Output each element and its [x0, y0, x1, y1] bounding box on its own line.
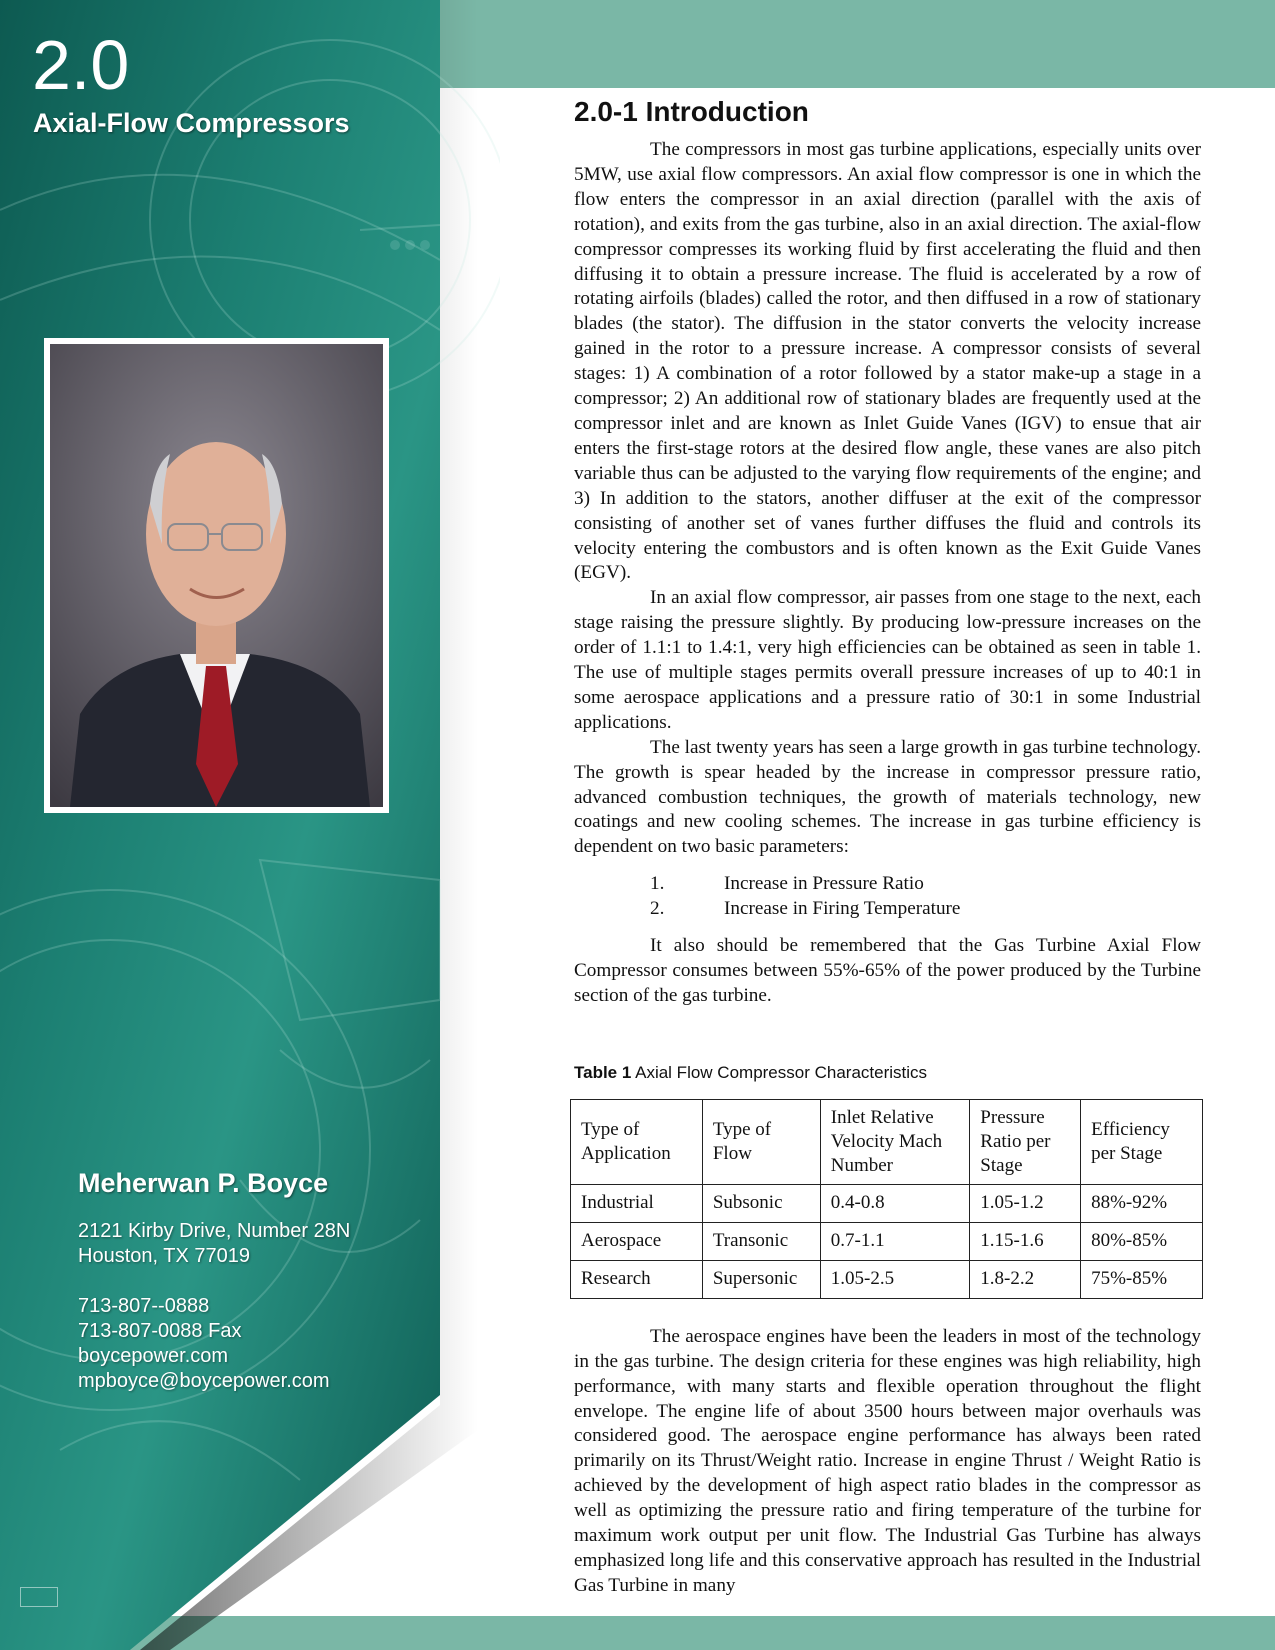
paragraph: The compressors in most gas turbine applications, especially units over 5MW, use axial flow compressors. An axial flow compressor is one in which the flow enters the compressor in an axial direction (parallel with the axis of rotation), and exits from the gas turbine, also in an axial direction. The axial-flow compressor compresses its working fluid by first accelerating the fluid and then diffusing it to obtain a pressure increase. The fluid is accelerated by a row of rotating airfoils (blades) called the rotor, and then diffused in a row of stationary blades (the stator). The diffusion in the stator converts the velocity increase gained in the rotor to a pressure increase. A compressor consists of several stages: 1) A combination of a rotor followed by a stator make-up a stage in a compressor; 2) An additional row of stationary blades are frequently used at the compressor inlet and are known as Inlet Guide Vanes (IGV) to ensue that air enters the first-stage rotors at the desired flow angle, these vanes are also pitch variable thus can be adjusted to the varying flow requirements of the engine; and 3) In addition to the stators, another diffuser at the exit of the compressor consisting of another set of vanes further diffuses the fluid and controls its velocity entering the combustors and is often known as the Exit Guide Vanes (EGV).: [574, 139, 1201, 584]
parameter-list: [574, 872, 1201, 922]
table-cell: 75%-85%: [1081, 1260, 1203, 1298]
table-cell: 80%-85%: [1081, 1222, 1203, 1260]
table-caption-label: Table 1: [574, 1062, 632, 1082]
list-item: [574, 897, 1201, 922]
portrait-icon: [50, 344, 383, 807]
website-link[interactable]: boycepower.com: [78, 1345, 229, 1367]
column-header: Efficiency per Stage: [1081, 1099, 1203, 1184]
table-caption: [574, 1063, 1201, 1083]
fax: 713-807-0088 Fax: [78, 1320, 242, 1342]
table-cell: Transonic: [702, 1222, 820, 1260]
phone: 713-807--0888: [78, 1295, 210, 1317]
table-cell: 1.8-2.2: [970, 1260, 1081, 1298]
column-header: Inlet Relative Velocity Mach Number: [820, 1099, 970, 1184]
chapter-title: Axial-Flow Compressors: [33, 108, 350, 138]
column-header: Type of Flow: [702, 1099, 820, 1184]
table-row: [571, 1260, 1203, 1298]
table-cell: 88%-92%: [1081, 1184, 1203, 1222]
table-cell: 0.7-1.1: [820, 1222, 970, 1260]
sidebar-background: [0, 0, 500, 1650]
table-row: [571, 1184, 1203, 1222]
table-cell: Aerospace: [571, 1222, 703, 1260]
author-name: Meherwan P. Boyce: [78, 1168, 329, 1198]
email-link[interactable]: mpboyce@boycepower.com: [78, 1370, 330, 1392]
column-header: Pressure Ratio per Stage: [970, 1099, 1081, 1184]
table-row: [571, 1222, 1203, 1260]
characteristics-table: [570, 1099, 1203, 1299]
column-header: Type of Application: [571, 1099, 703, 1184]
section-heading: 2.0-1 Introduction: [574, 96, 809, 127]
list-item: [574, 872, 1201, 897]
list-number: 2.: [650, 898, 665, 920]
list-number: 1.: [650, 873, 665, 895]
table-cell: Subsonic: [702, 1184, 820, 1222]
list-text: Increase in Firing Temperature: [724, 898, 961, 920]
page-marker: [20, 1587, 58, 1607]
paragraph: It also should be remembered that the Gas Turbine Axial Flow Compressor consumes between 55%-65% of the power produced by the Turbine section of the gas turbine.: [574, 935, 1201, 1006]
table-cell: Supersonic: [702, 1260, 820, 1298]
table-cell: 1.05-1.2: [970, 1184, 1081, 1222]
table-cell: 1.05-2.5: [820, 1260, 970, 1298]
table-header-row: [571, 1099, 1203, 1184]
sidebar: [0, 0, 500, 1650]
table-cell: Industrial: [571, 1184, 703, 1222]
paragraph: The last twenty years has seen a large growth in gas turbine technology. The growth is spear headed by the increase in compressor pressure ratio, advanced combustion techniques, the growth of materials technology, new coatings and new cooling schemes. The increase in gas turbine efficiency is dependent on two basic parameters:: [574, 736, 1201, 858]
paragraph: In an axial flow compressor, air passes from one stage to the next, each stage raising the pressure slightly. By producing low-pressure increases on the order of 1.1:1 to 1.4:1, very high efficiencies can be obtained as seen in table 1. The use of multiple stages permits overall pressure increases of up to 40:1 in some aerospace applications and a pressure ratio of 30:1 in some Industrial applications.: [574, 587, 1201, 733]
header-band: [440, 0, 1275, 88]
table-cell: 0.4-0.8: [820, 1184, 970, 1222]
address-line-2: Houston, TX 77019: [78, 1245, 250, 1267]
address-line-1: 2121 Kirby Drive, Number 28N: [78, 1220, 351, 1242]
main-content: [574, 96, 1201, 1599]
author-contact: [78, 1168, 350, 1394]
table-cell: 1.15-1.6: [970, 1222, 1081, 1260]
paragraph: The aerospace engines have been the leaders in most of the technology in the gas turbine. The design criteria for these engines was high reliability, high performance, with many starts and flexible operation throughout the flight envelope. The engine life of about 3500 hours between major overhauls was considered good. The aerospace engine performance has always been rated primarily on its Thrust/Weight ratio. Increase in engine Thrust / Weight Ratio is achieved by the development of high aspect ratio blades in the compressor as well as optimizing the pressure ratio and firing temperature of the turbine for maximum work output per unit flow. The Industrial Gas Turbine has always emphasized long life and this conservative approach has resulted in the Industrial Gas Turbine in many: [574, 1325, 1201, 1596]
author-portrait: [44, 338, 389, 813]
table-caption-text: Axial Flow Compressor Characteristics: [631, 1062, 928, 1082]
list-text: Increase in Pressure Ratio: [724, 873, 924, 895]
chapter-number: 2.0: [32, 26, 130, 104]
table-cell: Research: [571, 1260, 703, 1298]
